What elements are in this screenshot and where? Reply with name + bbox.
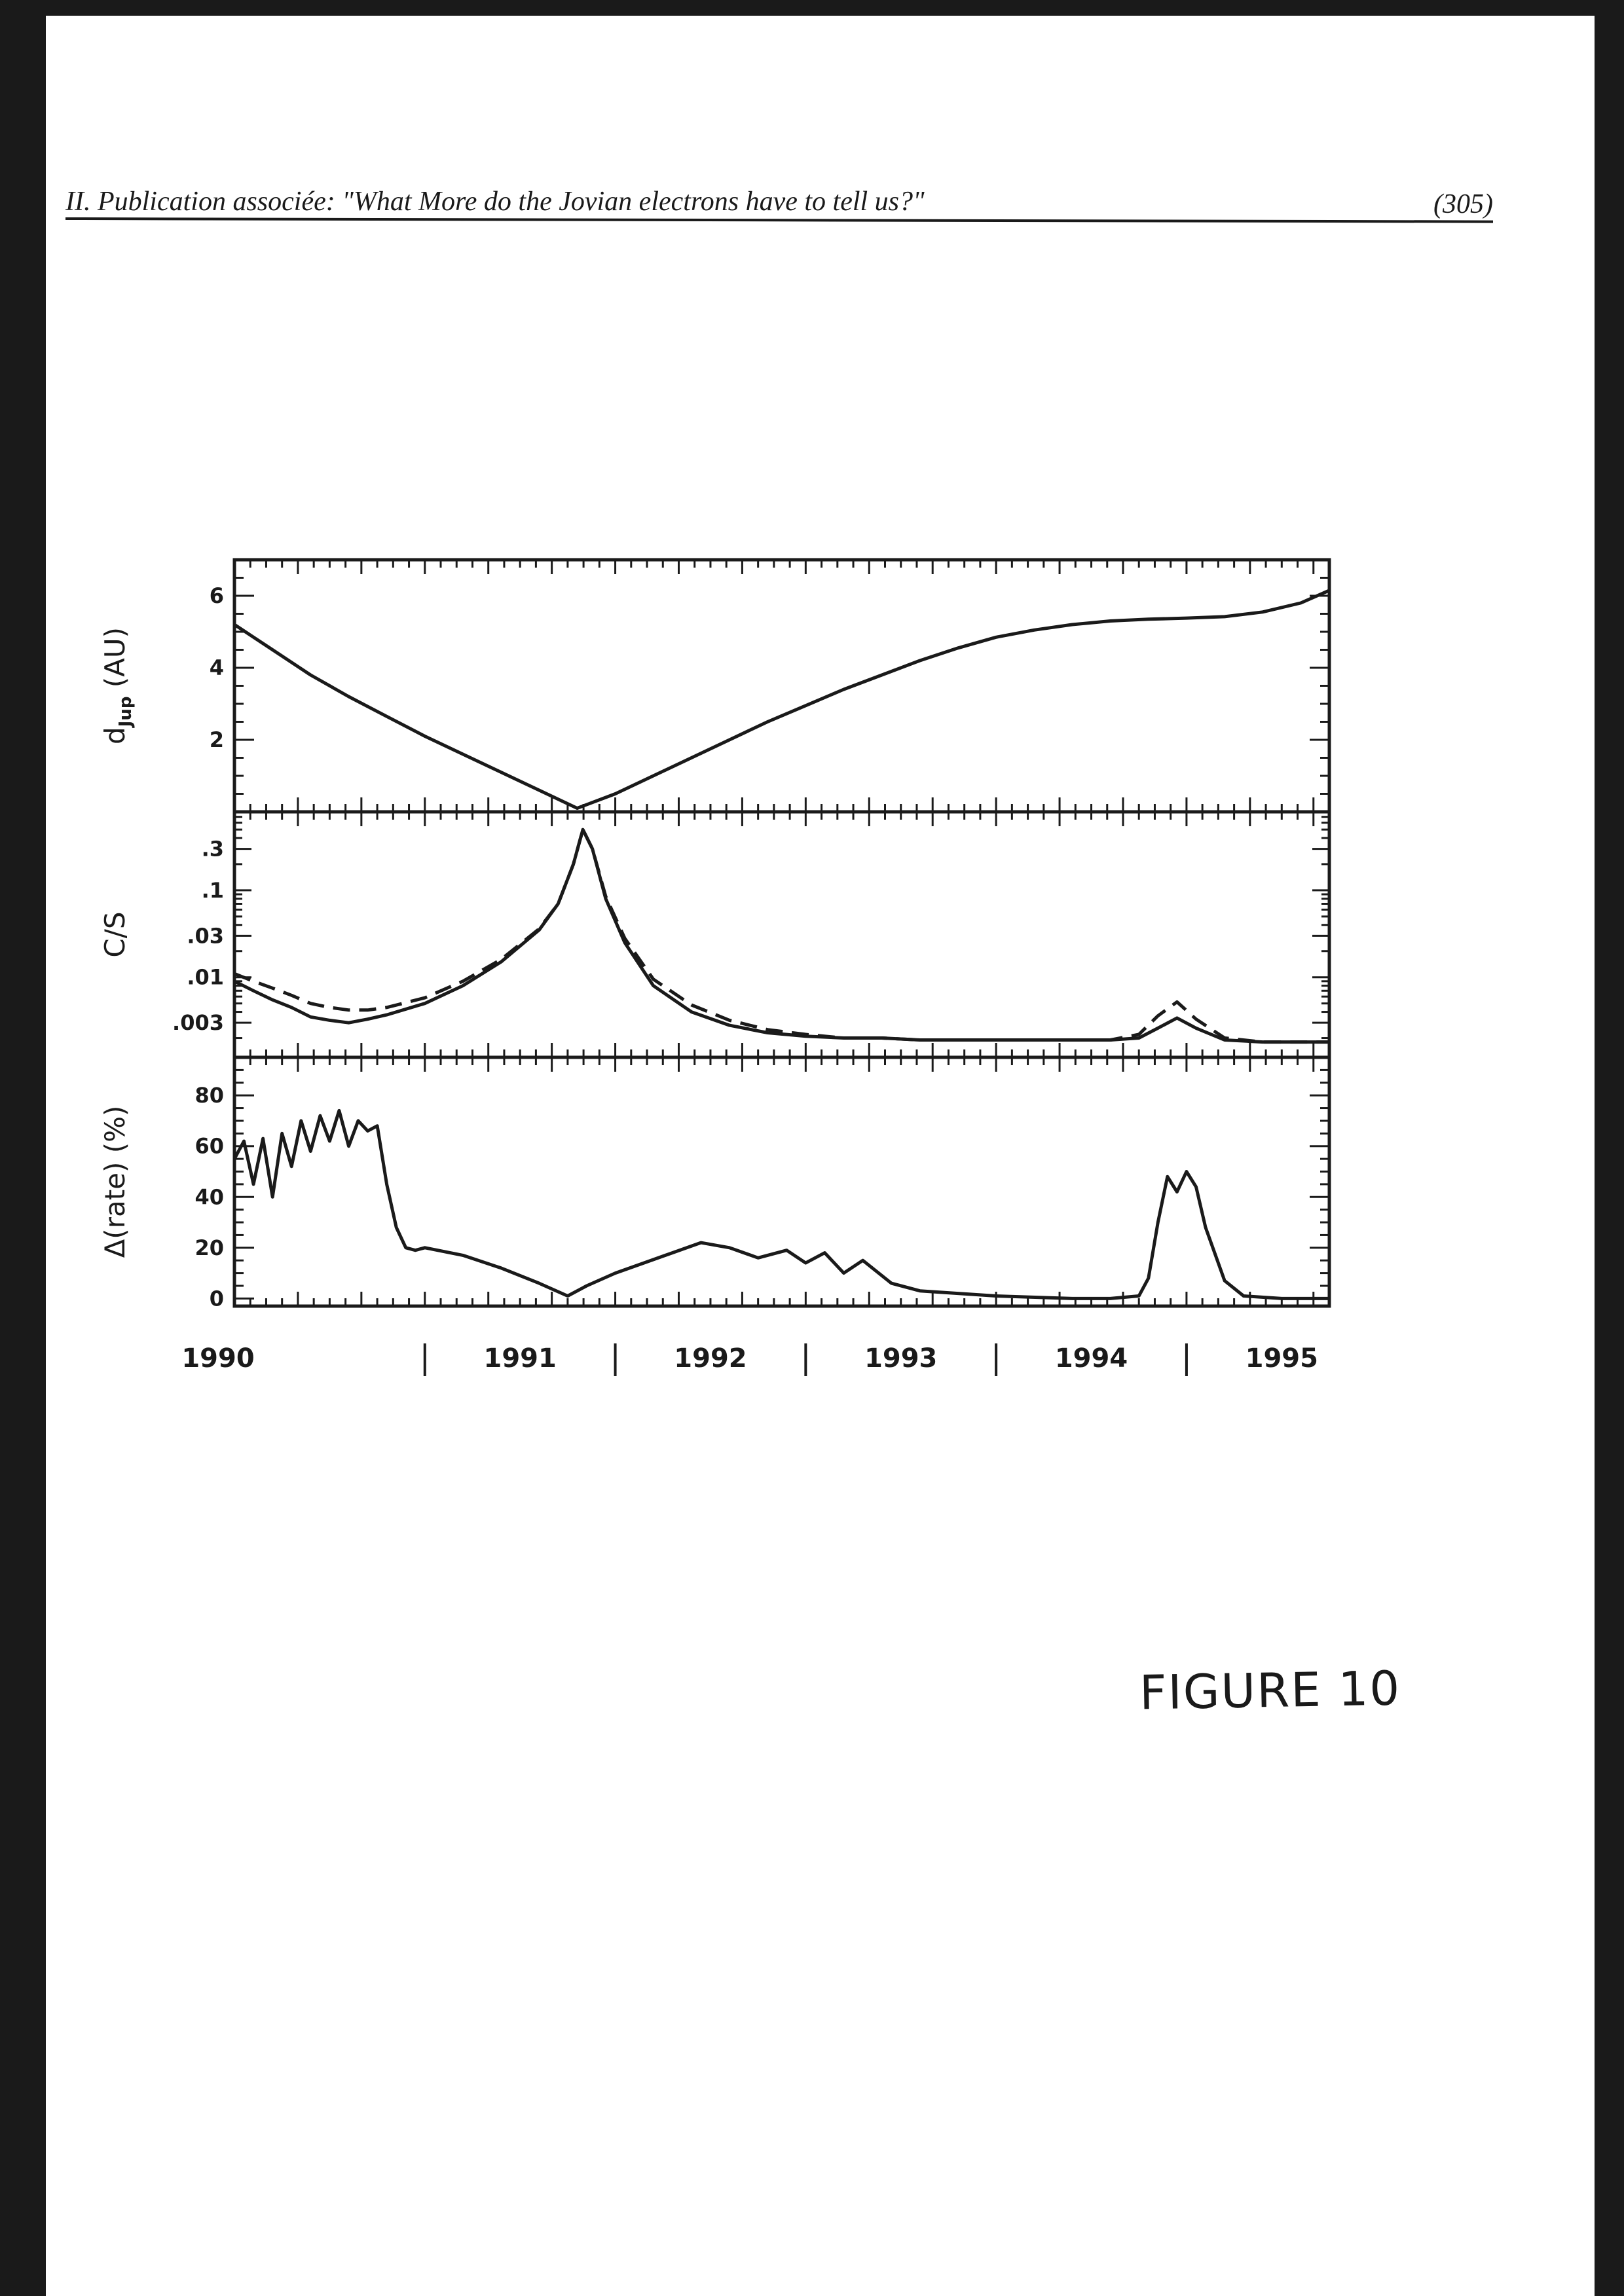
x-tick-label: 1995 [1245,1343,1318,1374]
x-tick-label: 1991 [483,1343,557,1374]
y-axis-label: $d_{Jup}$ (AU) [99,627,136,745]
y-tick-label: 20 [194,1235,224,1260]
x-tick-label: 1994 [1054,1343,1128,1374]
x-tick-label: 1990 [181,1343,255,1374]
series-line [234,1110,1329,1298]
y-tick-label: .1 [201,877,224,903]
y-tick-label: .01 [187,964,224,990]
y-tick-label: .03 [187,923,224,949]
y-tick-label: 0 [209,1286,224,1311]
y-axis-label: Δ(rate) (%) [99,1105,131,1258]
y-axis-label: C/S [99,911,131,958]
x-tick-label: 1993 [864,1343,938,1374]
y-tick-label: 2 [209,727,224,752]
y-tick-label: 80 [194,1083,224,1108]
page-number: (305) [1433,189,1493,219]
y-tick-label: 60 [194,1133,224,1159]
y-tick-label: 4 [209,655,224,680]
y-tick-label: .3 [201,836,224,862]
series-line [234,591,1329,809]
series-line [234,829,1329,1042]
y-tick-label: .003 [172,1010,224,1036]
y-tick-label: 40 [194,1184,224,1210]
figure-caption: FIGURE 10 [1139,1660,1401,1721]
y-tick-label: 6 [209,583,224,608]
x-tick-label: 1992 [674,1343,747,1374]
running-title: II. Publication associée: "What More do the Jovian electrons have to tell us?" [65,187,925,217]
